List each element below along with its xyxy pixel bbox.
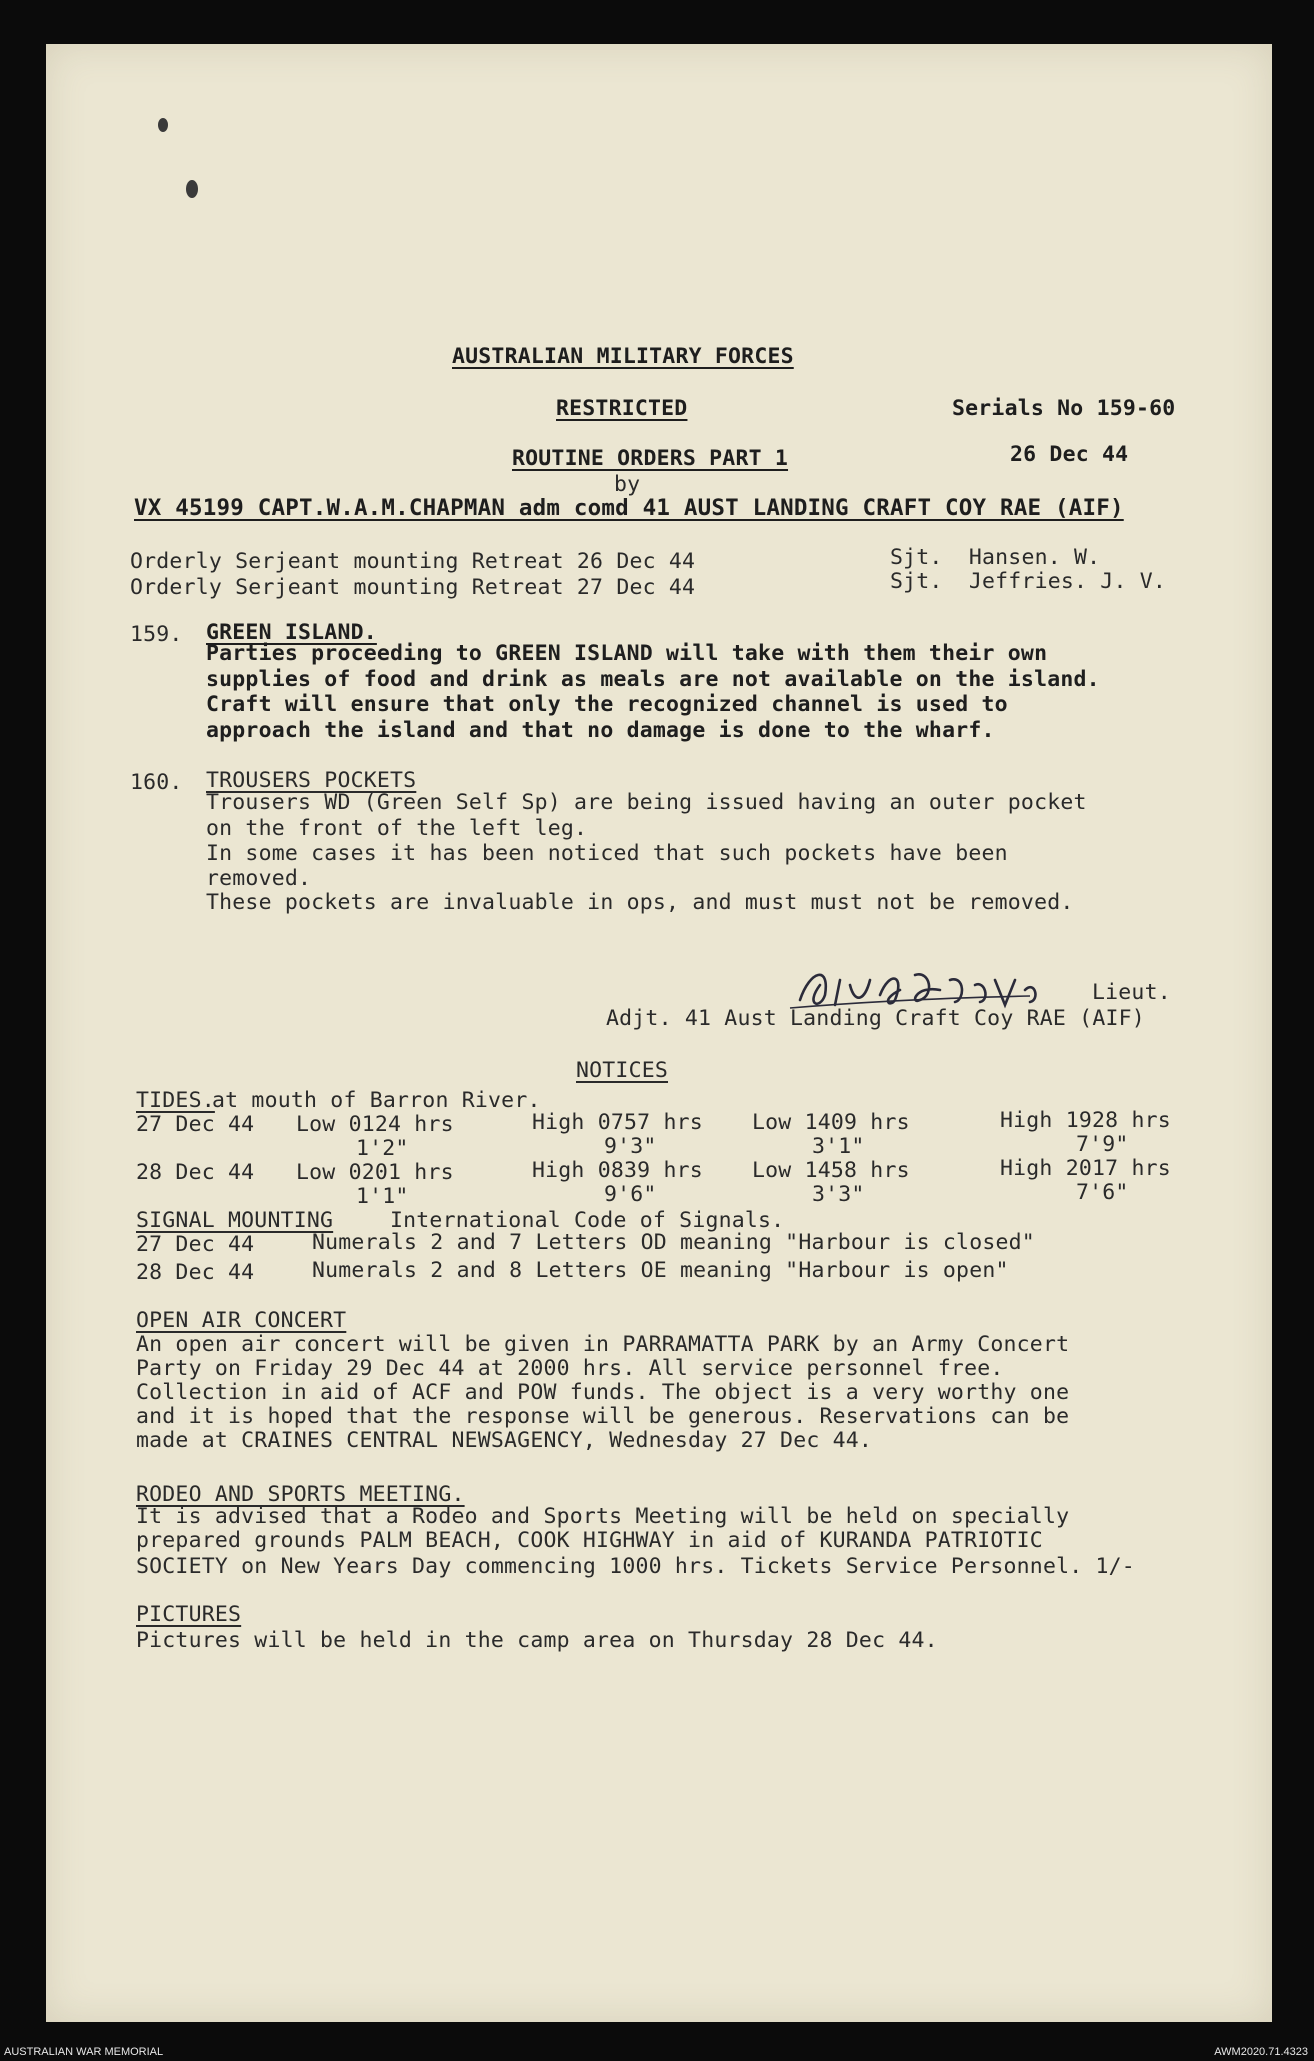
rodeo-heading: RODEO AND SPORTS MEETING. <box>136 1482 465 1507</box>
footer-accession: AWM2020.71.4323 <box>1214 2046 1308 2058</box>
tides-heading: TIDES. <box>136 1088 215 1113</box>
pictures-line: Pictures will be held in the camp area on Thursday 28 Dec 44. <box>136 1628 938 1653</box>
item-number: 159. <box>130 622 183 647</box>
tide-low: Low 1409 hrs <box>752 1110 910 1135</box>
rodeo-line: SOCIETY on New Years Day commencing 1000 hrs. Tickets Service Personnel. 1/- <box>136 1554 1135 1579</box>
orderly-line: Orderly Serjeant mounting Retreat 26 Dec 44 <box>130 549 696 574</box>
tide-date: 27 Dec 44 <box>136 1112 255 1137</box>
tide-high: High 2017 hrs <box>1000 1156 1171 1181</box>
order-date: 26 Dec 44 <box>1010 442 1129 467</box>
signal-text: Numerals 2 and 8 Letters OE meaning "Harbour is open" <box>312 1258 1009 1283</box>
orderly-name: Sjt. Hansen. W. <box>890 545 1101 570</box>
tide-height: 1'2" <box>356 1136 409 1161</box>
tide-height: 3'1" <box>812 1134 865 1159</box>
concert-line: made at CRAINES CENTRAL NEWSAGENCY, Wednesday 27 Dec 44. <box>136 1428 873 1453</box>
document-page <box>46 44 1272 2022</box>
signal-date: 28 Dec 44 <box>136 1260 255 1285</box>
item-line: Craft will ensure that only the recognized channel is used to <box>206 692 1008 717</box>
orderly-name: Sjt. Jeffries. J. V. <box>890 569 1167 594</box>
item-number: 160. <box>130 770 183 795</box>
signal-heading: SIGNAL MOUNTING <box>136 1208 334 1233</box>
punch-hole <box>158 118 168 132</box>
tide-height: 3'3" <box>812 1182 865 1207</box>
signal-description: International Code of Signals. <box>390 1208 785 1233</box>
tide-high: High 1928 hrs <box>1000 1108 1171 1133</box>
tide-height: 9'3" <box>604 1134 657 1159</box>
item-line: on the front of the left leg. <box>206 816 588 841</box>
notices-heading: NOTICES <box>576 1058 669 1083</box>
item-line: approach the island and that no damage is done to the wharf. <box>206 718 995 743</box>
tide-height: 1'1" <box>356 1184 409 1209</box>
concert-line: and it is hoped that the response will be generous. Reservations can be <box>136 1404 1070 1429</box>
signal-date: 27 Dec 44 <box>136 1232 255 1257</box>
tide-height: 9'6" <box>604 1182 657 1207</box>
signature-unit: Adjt. 41 Aust Landing Craft Coy RAE (AIF) <box>606 1006 1145 1031</box>
orderly-line: Orderly Serjeant mounting Retreat 27 Dec 44 <box>130 575 696 600</box>
item-line: Trousers WD (Green Self Sp) are being issued having an outer pocket <box>206 790 1087 815</box>
routine-orders-title: ROUTINE ORDERS PART 1 <box>512 446 789 471</box>
forces-heading: AUSTRALIAN MILITARY FORCES <box>452 344 794 369</box>
tide-high: High 0757 hrs <box>532 1110 703 1135</box>
rodeo-line: prepared grounds PALM BEACH, COOK HIGHWAY in aid of KURANDA PATRIOTIC <box>136 1528 1043 1553</box>
item-line: These pockets are invaluable in ops, and must must not be removed. <box>206 890 1074 915</box>
signature-rank: Lieut. <box>1092 980 1171 1005</box>
tide-date: 28 Dec 44 <box>136 1160 255 1185</box>
concert-heading: OPEN AIR CONCERT <box>136 1308 347 1333</box>
item-heading: GREEN ISLAND. <box>206 620 377 645</box>
tide-low: Low 0201 hrs <box>296 1160 454 1185</box>
concert-line: An open air concert will be given in PARRAMATTA PARK by an Army Concert <box>136 1332 1070 1357</box>
footer-source: AUSTRALIAN WAR MEMORIAL <box>4 2046 164 2058</box>
punch-hole <box>186 180 198 198</box>
restricted-label: RESTRICTED <box>556 396 688 421</box>
by-label: by <box>614 472 641 497</box>
tide-height: 7'9" <box>1076 1132 1129 1157</box>
concert-line: Collection in aid of ACF and POW funds. The object is a very worthy one <box>136 1380 1070 1405</box>
tide-high: High 0839 hrs <box>532 1158 703 1183</box>
item-line: Parties proceeding to GREEN ISLAND will take with them their own <box>206 641 1048 666</box>
tide-low: Low 0124 hrs <box>296 1112 454 1137</box>
tide-height: 7'6" <box>1076 1180 1129 1205</box>
item-line: In some cases it has been noticed that such pockets have been <box>206 841 1008 866</box>
item-line: supplies of food and drink as meals are not available on the island. <box>206 667 1100 692</box>
serials-number: Serials No 159-60 <box>952 396 1176 421</box>
signal-text: Numerals 2 and 7 Letters OD meaning "Harbour is closed" <box>312 1230 1035 1255</box>
tides-location: at mouth of Barron River. <box>212 1088 541 1113</box>
rodeo-line: It is advised that a Rodeo and Sports Meeting will be held on specially <box>136 1504 1070 1529</box>
pictures-heading: PICTURES <box>136 1602 242 1627</box>
commander-line: VX 45199 CAPT.W.A.M.CHAPMAN adm comd 41 AUST LANDING CRAFT COY RAE (AIF) <box>134 495 1124 521</box>
item-line: removed. <box>206 866 312 891</box>
tide-low: Low 1458 hrs <box>752 1158 910 1183</box>
item-heading: TROUSERS POCKETS <box>206 768 417 793</box>
concert-line: Party on Friday 29 Dec 44 at 2000 hrs. All service personnel free. <box>136 1356 1004 1381</box>
